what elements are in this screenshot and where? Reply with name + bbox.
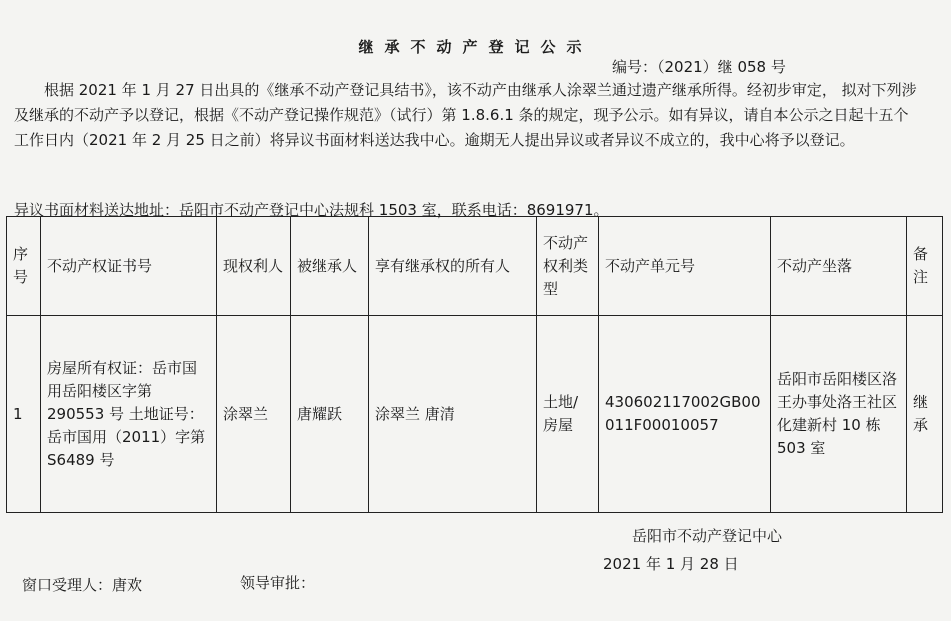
header-seq: 序号 bbox=[7, 217, 41, 316]
cell-remark: 继承 bbox=[907, 316, 943, 513]
table-header-row bbox=[7, 217, 943, 316]
cell-decedent: 唐耀跃 bbox=[291, 316, 369, 513]
cell-type: 土地/房屋 bbox=[537, 316, 599, 513]
header-heirs: 享有继承权的所有人 bbox=[369, 217, 537, 316]
header-cert: 不动产权证书号 bbox=[41, 217, 217, 316]
window-receiver: 窗口受理人：唐欢 bbox=[22, 576, 143, 594]
cell-seq: 1 bbox=[7, 316, 41, 513]
cell-heirs: 涂翠兰 唐清 bbox=[369, 316, 537, 513]
signature-date: 2021 年 1 月 28 日 bbox=[603, 555, 739, 573]
cell-location: 岳阳市岳阳楼区洛王办事处洛王社区化建新村 10 栋 503 室 bbox=[771, 316, 907, 513]
table-row bbox=[7, 316, 943, 513]
header-location: 不动产坐落 bbox=[771, 217, 907, 316]
header-remark: 备注 bbox=[907, 217, 943, 316]
objection-address: 异议书面材料送达地址：岳阳市不动产登记中心法规科 1503 室，联系电话：8691971。 bbox=[14, 201, 609, 219]
signature-organization: 岳阳市不动产登记中心 bbox=[632, 527, 783, 545]
notice-body bbox=[14, 78, 919, 153]
notice-paragraph: 根据 2021 年 1 月 27 日出具的《继承不动产登记具结书》，该不动产由继承人涂翠兰通过遗产继承所得。经初步审定， 拟对下列涉及继承的不动产予以登记，根据《不动产登记操作规范》（试行）第 1.8.6.1 条的规定，现予公示。如有异议，请自本公示之日起十五个工作日内（2021 年 2 月 25 日之前）将异议书面材料送达我中心。逾期无人提出异议或者异议不成立的，我中心将予以登记。 bbox=[14, 81, 917, 149]
header-owner: 现权利人 bbox=[217, 217, 291, 316]
header-type: 不动产权利类型 bbox=[537, 217, 599, 316]
header-unit: 不动产单元号 bbox=[599, 217, 771, 316]
document-number: 编号：（2021）继 058 号 bbox=[612, 58, 786, 76]
cell-cert: 房屋所有权证：岳市国用岳阳楼区字第 290553 号 土地证号：岳市国用（2011）字第 S6489 号 bbox=[41, 316, 217, 513]
leader-approval: 领导审批： bbox=[240, 574, 316, 592]
registration-table bbox=[6, 216, 943, 513]
cell-owner: 涂翠兰 bbox=[217, 316, 291, 513]
cell-unit: 430602117002GB00011F00010057 bbox=[599, 316, 771, 513]
header-decedent: 被继承人 bbox=[291, 217, 369, 316]
page-title: 继承不动产登记公示 bbox=[358, 38, 593, 56]
